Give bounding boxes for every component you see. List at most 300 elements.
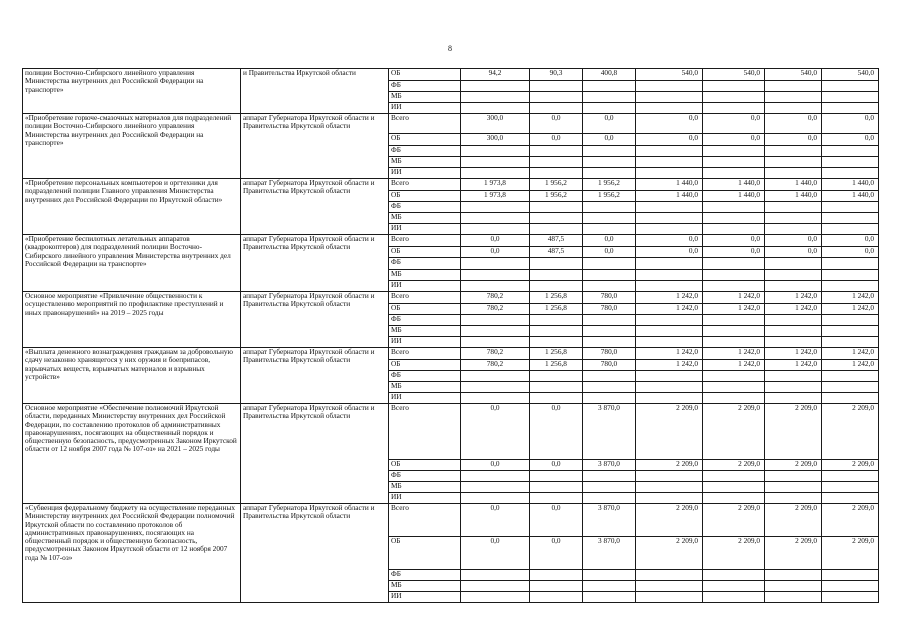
amount-cell: 2 209,0 <box>822 504 879 537</box>
amount-cell: 300,0 <box>461 114 530 134</box>
amount-cell <box>765 393 822 404</box>
amount-cell: 1 242,0 <box>636 292 703 304</box>
amount-cell <box>822 81 879 92</box>
amount-cell <box>583 315 636 326</box>
funding-source: ИИ <box>389 224 461 235</box>
amount-cell <box>583 570 636 581</box>
amount-cell <box>583 157 636 168</box>
amount-cell <box>765 471 822 482</box>
amount-cell <box>530 326 583 337</box>
amount-cell <box>461 326 530 337</box>
amount-cell <box>822 258 879 270</box>
amount-cell <box>461 493 530 504</box>
funding-source: ФБ <box>389 202 461 213</box>
amount-cell <box>461 92 530 103</box>
funding-source: ФБ <box>389 570 461 581</box>
funding-source: ОБ <box>389 191 461 202</box>
amount-cell <box>530 382 583 393</box>
amount-cell <box>765 213 822 224</box>
amount-cell <box>636 92 703 103</box>
amount-cell: 0,0 <box>461 460 530 471</box>
amount-cell: 1 242,0 <box>822 292 879 304</box>
amount-cell <box>530 570 583 581</box>
amount-cell: 0,0 <box>530 114 583 134</box>
funding-source: ИИ <box>389 281 461 292</box>
amount-cell <box>765 103 822 114</box>
amount-cell: 2 209,0 <box>636 537 703 570</box>
amount-cell: 2 209,0 <box>765 537 822 570</box>
amount-cell <box>530 168 583 179</box>
amount-cell: 1 973,8 <box>461 179 530 191</box>
amount-cell <box>461 382 530 393</box>
amount-cell <box>703 337 765 348</box>
amount-cell <box>636 281 703 292</box>
amount-cell: 2 209,0 <box>636 460 703 471</box>
amount-cell <box>703 92 765 103</box>
amount-cell <box>822 581 879 592</box>
amount-cell: 1 440,0 <box>636 179 703 191</box>
amount-cell: 1 242,0 <box>636 348 703 360</box>
measure-name: полиции Восточно-Сибирского линейного управления Министерства внутренних дел Российской Федерации на транспорте» <box>23 69 241 114</box>
amount-cell <box>583 471 636 482</box>
funding-source: ОБ <box>389 69 461 81</box>
funding-source: МБ <box>389 157 461 168</box>
amount-cell: 0,0 <box>461 235 530 247</box>
amount-cell <box>822 482 879 493</box>
amount-cell: 0,0 <box>461 504 530 537</box>
amount-cell: 0,0 <box>583 134 636 146</box>
amount-cell <box>822 493 879 504</box>
amount-cell <box>822 213 879 224</box>
amount-cell: 3 870,0 <box>583 404 636 460</box>
amount-cell: 0,0 <box>765 247 822 258</box>
amount-cell <box>703 258 765 270</box>
amount-cell <box>822 326 879 337</box>
page-number: 8 <box>448 44 452 53</box>
amount-cell <box>530 270 583 281</box>
amount-cell <box>583 92 636 103</box>
amount-cell <box>703 281 765 292</box>
amount-cell: 0,0 <box>636 247 703 258</box>
amount-cell: 1 242,0 <box>703 304 765 315</box>
amount-cell <box>765 157 822 168</box>
amount-cell <box>765 592 822 603</box>
amount-cell <box>636 258 703 270</box>
amount-cell <box>636 471 703 482</box>
amount-cell <box>636 157 703 168</box>
funding-source: ФБ <box>389 315 461 326</box>
amount-cell <box>765 382 822 393</box>
amount-cell <box>636 202 703 213</box>
amount-cell: 1 440,0 <box>636 191 703 202</box>
amount-cell <box>530 493 583 504</box>
funding-source: ФБ <box>389 471 461 482</box>
amount-cell <box>765 92 822 103</box>
funding-source: ОБ <box>389 460 461 471</box>
amount-cell <box>461 570 530 581</box>
amount-cell <box>636 146 703 157</box>
table-row <box>23 348 879 360</box>
amount-cell <box>822 224 879 235</box>
amount-cell <box>583 592 636 603</box>
amount-cell <box>822 337 879 348</box>
amount-cell <box>765 202 822 213</box>
amount-cell: 1 956,2 <box>583 179 636 191</box>
amount-cell: 780,0 <box>583 360 636 371</box>
amount-cell: 487,5 <box>530 235 583 247</box>
amount-cell: 0,0 <box>461 247 530 258</box>
amount-cell: 2 209,0 <box>822 404 879 460</box>
amount-cell <box>765 570 822 581</box>
funding-source: МБ <box>389 382 461 393</box>
amount-cell: 2 209,0 <box>636 404 703 460</box>
amount-cell <box>583 168 636 179</box>
amount-cell: 1 440,0 <box>822 191 879 202</box>
amount-cell <box>530 146 583 157</box>
amount-cell: 0,0 <box>636 134 703 146</box>
funding-source: ФБ <box>389 371 461 382</box>
amount-cell: 1 242,0 <box>822 348 879 360</box>
amount-cell <box>703 570 765 581</box>
table-row <box>23 179 879 191</box>
amount-cell: 1 242,0 <box>703 348 765 360</box>
funding-source: МБ <box>389 270 461 281</box>
amount-cell <box>461 202 530 213</box>
amount-cell: 1 242,0 <box>703 292 765 304</box>
amount-cell <box>703 326 765 337</box>
executor: и Правительства Иркутской области <box>241 69 389 114</box>
amount-cell <box>530 258 583 270</box>
amount-cell <box>461 224 530 235</box>
amount-cell: 780,2 <box>461 360 530 371</box>
amount-cell <box>530 92 583 103</box>
amount-cell <box>636 81 703 92</box>
amount-cell <box>703 202 765 213</box>
amount-cell: 1 440,0 <box>765 179 822 191</box>
amount-cell <box>703 382 765 393</box>
amount-cell <box>530 157 583 168</box>
amount-cell <box>765 224 822 235</box>
amount-cell: 1 242,0 <box>703 360 765 371</box>
amount-cell <box>636 371 703 382</box>
amount-cell <box>703 168 765 179</box>
measure-name: Основное мероприятие «Обеспечение полномочий Иркутской области, переданных Министерству внутренних дел Российской Федерации, по составлению протоколов об административных правонарушениях, посягающих на общественный порядок и общественную безопасность, предусмотренных Законом Иркутской области от 12 ноября 2007 года № 107-оз» на 2021 – 2025 годы <box>23 404 241 504</box>
amount-cell <box>461 581 530 592</box>
amount-cell <box>703 371 765 382</box>
amount-cell: 300,0 <box>461 134 530 146</box>
amount-cell <box>530 337 583 348</box>
amount-cell <box>530 202 583 213</box>
amount-cell <box>822 371 879 382</box>
amount-cell <box>636 337 703 348</box>
amount-cell: 2 209,0 <box>703 537 765 570</box>
amount-cell <box>530 315 583 326</box>
amount-cell <box>703 103 765 114</box>
executor: аппарат Губернатора Иркутской области и Правительства Иркутской области <box>241 114 389 179</box>
amount-cell: 2 209,0 <box>703 460 765 471</box>
amount-cell <box>583 224 636 235</box>
amount-cell: 1 956,2 <box>530 179 583 191</box>
funding-source: ИИ <box>389 592 461 603</box>
amount-cell: 0,0 <box>583 247 636 258</box>
amount-cell <box>765 581 822 592</box>
amount-cell <box>461 270 530 281</box>
amount-cell <box>461 103 530 114</box>
amount-cell: 540,0 <box>822 69 879 81</box>
amount-cell <box>822 281 879 292</box>
funding-source: Всего <box>389 348 461 360</box>
amount-cell <box>703 213 765 224</box>
amount-cell: 0,0 <box>765 114 822 134</box>
measure-name: «Приобретение персональных компьютеров и оргтехники для подразделений полиции Главного управления Министерства внутренних дел Российской Федерации по Иркутской области» <box>23 179 241 235</box>
amount-cell <box>583 270 636 281</box>
amount-cell <box>822 202 879 213</box>
funding-source: Всего <box>389 114 461 134</box>
amount-cell: 0,0 <box>461 404 530 460</box>
measure-name: «Выплата денежного вознаграждения гражданам за добровольную сдачу незаконно хранящегося у них оружия и боеприпасов, взрывчатых веществ, взрывчатых материалов и взрывных устройств» <box>23 348 241 404</box>
amount-cell <box>583 337 636 348</box>
amount-cell <box>703 493 765 504</box>
amount-cell <box>530 281 583 292</box>
amount-cell: 1 242,0 <box>765 360 822 371</box>
amount-cell: 0,0 <box>765 235 822 247</box>
amount-cell: 90,3 <box>530 69 583 81</box>
amount-cell: 780,2 <box>461 348 530 360</box>
amount-cell: 780,0 <box>583 348 636 360</box>
amount-cell <box>703 81 765 92</box>
amount-cell <box>636 570 703 581</box>
amount-cell: 0,0 <box>822 247 879 258</box>
amount-cell <box>583 146 636 157</box>
amount-cell <box>583 393 636 404</box>
funding-source: МБ <box>389 92 461 103</box>
amount-cell <box>530 393 583 404</box>
amount-cell <box>530 371 583 382</box>
amount-cell: 2 209,0 <box>822 460 879 471</box>
amount-cell: 0,0 <box>703 134 765 146</box>
amount-cell <box>583 103 636 114</box>
amount-cell <box>583 581 636 592</box>
amount-cell <box>461 393 530 404</box>
amount-cell <box>530 592 583 603</box>
amount-cell: 3 870,0 <box>583 504 636 537</box>
amount-cell <box>765 281 822 292</box>
funding-source: ФБ <box>389 258 461 270</box>
amount-cell: 1 242,0 <box>636 304 703 315</box>
funding-source: МБ <box>389 581 461 592</box>
funding-source: ФБ <box>389 81 461 92</box>
amount-cell <box>636 482 703 493</box>
amount-cell: 2 209,0 <box>703 404 765 460</box>
amount-cell <box>583 371 636 382</box>
funding-source: МБ <box>389 213 461 224</box>
amount-cell <box>583 81 636 92</box>
amount-cell <box>765 168 822 179</box>
amount-cell <box>822 570 879 581</box>
amount-cell <box>703 471 765 482</box>
funding-source: ОБ <box>389 247 461 258</box>
amount-cell <box>703 592 765 603</box>
amount-cell <box>765 493 822 504</box>
amount-cell: 0,0 <box>530 404 583 460</box>
amount-cell <box>583 326 636 337</box>
table-row <box>23 69 879 81</box>
measure-name: Основное мероприятие «Привлечение общественности к осуществлению мероприятий по профилактике преступлений и иных правонарушений» на 2019 – 2025 годы <box>23 292 241 348</box>
amount-cell: 1 256,8 <box>530 304 583 315</box>
amount-cell <box>822 382 879 393</box>
amount-cell <box>636 224 703 235</box>
amount-cell <box>583 213 636 224</box>
amount-cell <box>636 382 703 393</box>
funding-source: МБ <box>389 482 461 493</box>
amount-cell <box>636 213 703 224</box>
amount-cell: 94,2 <box>461 69 530 81</box>
amount-cell <box>703 146 765 157</box>
amount-cell <box>461 592 530 603</box>
amount-cell <box>530 224 583 235</box>
amount-cell: 0,0 <box>703 235 765 247</box>
amount-cell: 0,0 <box>822 114 879 134</box>
amount-cell: 400,8 <box>583 69 636 81</box>
amount-cell <box>583 281 636 292</box>
executor: аппарат Губернатора Иркутской области и Правительства Иркутской области <box>241 235 389 292</box>
amount-cell <box>703 224 765 235</box>
amount-cell <box>765 81 822 92</box>
amount-cell: 0,0 <box>703 247 765 258</box>
amount-cell: 780,2 <box>461 304 530 315</box>
amount-cell: 2 209,0 <box>765 460 822 471</box>
funding-source: Всего <box>389 179 461 191</box>
executor: аппарат Губернатора Иркутской области и Правительства Иркутской области <box>241 404 389 504</box>
amount-cell <box>461 168 530 179</box>
amount-cell: 3 870,0 <box>583 460 636 471</box>
amount-cell: 540,0 <box>703 69 765 81</box>
amount-cell: 0,0 <box>822 134 879 146</box>
amount-cell: 2 209,0 <box>765 504 822 537</box>
amount-cell <box>822 315 879 326</box>
amount-cell <box>583 493 636 504</box>
executor: аппарат Губернатора Иркутской области и Правительства Иркутской области <box>241 179 389 235</box>
amount-cell: 0,0 <box>583 114 636 134</box>
amount-cell <box>822 146 879 157</box>
amount-cell <box>636 326 703 337</box>
amount-cell: 0,0 <box>765 134 822 146</box>
amount-cell <box>583 258 636 270</box>
funding-source: МБ <box>389 326 461 337</box>
amount-cell <box>703 315 765 326</box>
funding-source: ИИ <box>389 103 461 114</box>
amount-cell: 2 209,0 <box>822 537 879 570</box>
amount-cell: 1 242,0 <box>765 292 822 304</box>
funding-source: Всего <box>389 292 461 304</box>
amount-cell: 0,0 <box>703 114 765 134</box>
amount-cell <box>636 581 703 592</box>
amount-cell: 2 209,0 <box>636 504 703 537</box>
amount-cell <box>530 81 583 92</box>
amount-cell <box>461 258 530 270</box>
amount-cell <box>822 157 879 168</box>
amount-cell <box>530 471 583 482</box>
amount-cell: 0,0 <box>461 537 530 570</box>
funding-source: Всего <box>389 235 461 247</box>
amount-cell <box>822 592 879 603</box>
amount-cell <box>765 146 822 157</box>
amount-cell <box>461 213 530 224</box>
funding-source: ИИ <box>389 493 461 504</box>
amount-cell <box>530 213 583 224</box>
amount-cell: 1 256,8 <box>530 292 583 304</box>
amount-cell: 540,0 <box>765 69 822 81</box>
amount-cell: 780,2 <box>461 292 530 304</box>
amount-cell <box>636 493 703 504</box>
amount-cell: 780,0 <box>583 304 636 315</box>
executor: аппарат Губернатора Иркутской области и Правительства Иркутской области <box>241 292 389 348</box>
amount-cell: 1 440,0 <box>703 179 765 191</box>
amount-cell <box>703 157 765 168</box>
amount-cell <box>461 471 530 482</box>
amount-cell <box>765 371 822 382</box>
amount-cell: 1 242,0 <box>822 304 879 315</box>
amount-cell: 0,0 <box>530 460 583 471</box>
funding-source: ИИ <box>389 168 461 179</box>
executor: аппарат Губернатора Иркутской области и Правительства Иркутской области <box>241 504 389 603</box>
amount-cell <box>583 202 636 213</box>
table-row <box>23 292 879 304</box>
amount-cell: 3 870,0 <box>583 537 636 570</box>
amount-cell: 487,5 <box>530 247 583 258</box>
amount-cell <box>822 103 879 114</box>
amount-cell <box>461 371 530 382</box>
funding-source: ОБ <box>389 134 461 146</box>
amount-cell <box>530 482 583 493</box>
amount-cell: 1 440,0 <box>703 191 765 202</box>
amount-cell: 0,0 <box>530 134 583 146</box>
amount-cell <box>822 168 879 179</box>
amount-cell: 780,0 <box>583 292 636 304</box>
table-row <box>23 404 879 460</box>
amount-cell: 2 209,0 <box>703 504 765 537</box>
amount-cell <box>765 337 822 348</box>
amount-cell <box>636 592 703 603</box>
amount-cell <box>461 337 530 348</box>
amount-cell <box>636 315 703 326</box>
amount-cell: 1 242,0 <box>765 348 822 360</box>
amount-cell <box>765 315 822 326</box>
funding-source: ИИ <box>389 337 461 348</box>
amount-cell <box>822 270 879 281</box>
amount-cell: 0,0 <box>530 504 583 537</box>
amount-cell <box>636 270 703 281</box>
amount-cell: 2 209,0 <box>765 404 822 460</box>
amount-cell <box>461 157 530 168</box>
amount-cell <box>765 270 822 281</box>
funding-source: ОБ <box>389 360 461 371</box>
amount-cell <box>530 103 583 114</box>
amount-cell <box>703 482 765 493</box>
amount-cell: 1 242,0 <box>822 360 879 371</box>
amount-cell <box>822 393 879 404</box>
table-row <box>23 504 879 537</box>
measure-name: «Приобретение беспилотных летательных аппаратов (квадрокоптеров) для подразделений полиции Восточно-Сибирского линейного управления Министерства внутренних дел Российской Федерации на транспорте» <box>23 235 241 292</box>
measure-name: «Приобретение горюче-смазочных материалов для подразделений полиции Восточно-Сибирского линейного управления Министерства внутренних дел Российской Федерации на транспорте» <box>23 114 241 179</box>
amount-cell <box>461 482 530 493</box>
funding-source: ОБ <box>389 537 461 570</box>
funding-source: Всего <box>389 404 461 460</box>
amount-cell: 540,0 <box>636 69 703 81</box>
funding-source: Всего <box>389 504 461 537</box>
amount-cell <box>765 326 822 337</box>
amount-cell: 1 973,8 <box>461 191 530 202</box>
